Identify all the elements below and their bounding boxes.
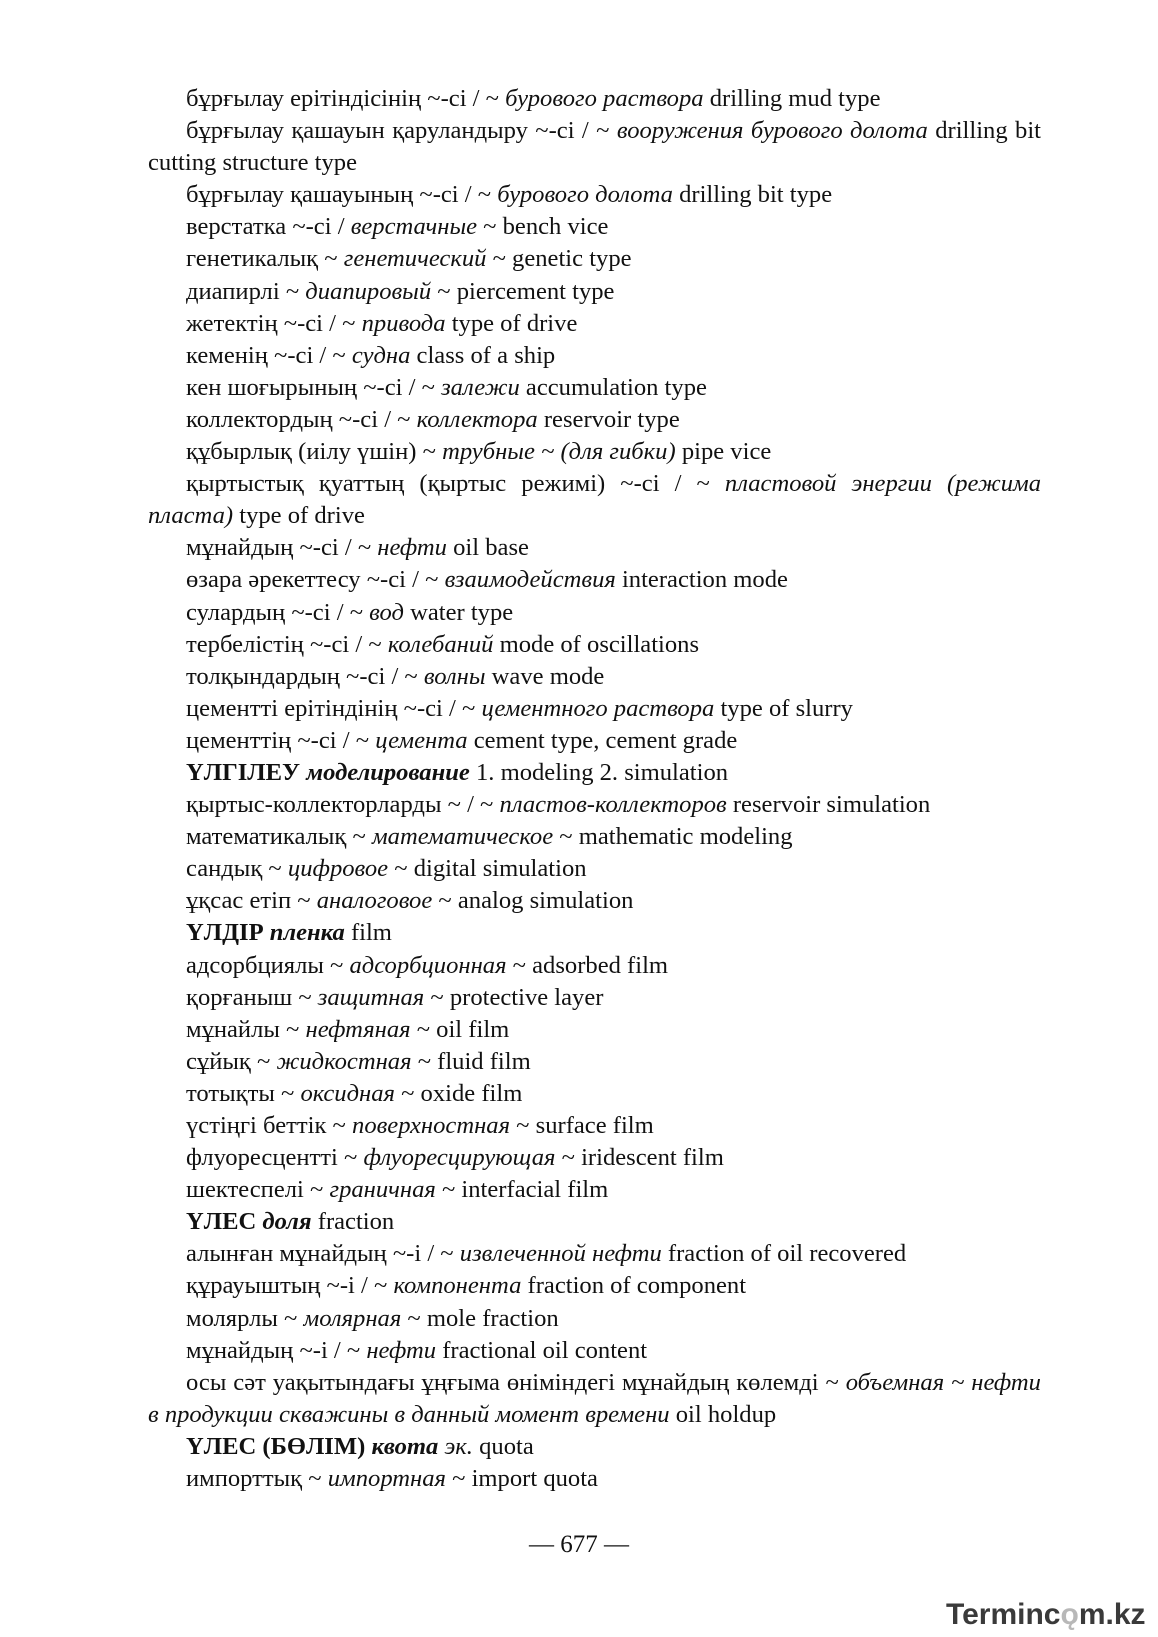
entry-text: ~ mathematic modeling	[553, 823, 793, 851]
russian-term: цемента	[375, 726, 468, 754]
entry-text: молярлы ~	[186, 1304, 304, 1332]
dictionary-entries	[148, 83, 1041, 1495]
entry-text: мұнайдың ~-і / ~	[186, 1336, 367, 1364]
entry-text: ~ import quota	[445, 1465, 598, 1493]
entry-text: fraction of component	[521, 1272, 747, 1300]
headword: моделирование	[306, 758, 470, 786]
russian-term: бурового раствора	[505, 85, 704, 112]
russian-term: пластов-коллекторов	[499, 791, 727, 819]
entry-text: type of slurry	[714, 694, 853, 722]
russian-term: колебаний	[387, 630, 494, 658]
entry-text: мұнайлы ~	[186, 1015, 306, 1043]
entry-text: жетектің ~-сі / ~	[186, 309, 362, 337]
subentry	[148, 115, 1041, 179]
entry-text: pipe vice	[675, 438, 772, 466]
entry-text: accumulation type	[519, 373, 707, 401]
entry-text: ~ protective layer	[424, 983, 604, 1011]
subentry	[148, 308, 1041, 340]
headword-entry	[148, 1206, 1041, 1238]
russian-term: поверхностная	[352, 1112, 511, 1139]
subentry	[148, 950, 1041, 982]
subentry	[148, 1238, 1041, 1270]
entry-text: кен шоғырының ~-сі / ~	[186, 373, 442, 401]
subentry	[148, 693, 1041, 725]
entry-text: ұқсас етіп ~	[186, 887, 317, 915]
entry-text: fraction	[311, 1208, 395, 1236]
entry-text: бұрғылау ерітіндісінің ~-сі / ~	[186, 85, 506, 112]
entry-text: ~ interfacial film	[435, 1176, 609, 1204]
entry-text: cement type, cement grade	[467, 726, 738, 754]
entry-text: ~ piercement type	[431, 277, 615, 305]
entry-text: қыртыстық қуаттың (қыртыс режимі) ~-сі / ~	[186, 470, 725, 498]
entry-text: drilling mud type	[703, 85, 881, 112]
logo-letter-t: T	[946, 1598, 963, 1631]
entry-text: верстатка ~-сі /	[186, 213, 351, 241]
logo-magnifier-o: ǫ	[1060, 1598, 1079, 1631]
subentry	[148, 885, 1041, 917]
entry-text: ~ fluid film	[411, 1047, 531, 1075]
entry-text: oil base	[446, 534, 529, 562]
subentry	[148, 1110, 1041, 1142]
russian-term: эк.	[444, 1432, 473, 1460]
entry-text: флуоресцентті ~	[186, 1144, 364, 1172]
russian-term: адсорбционная	[349, 951, 507, 979]
subentry	[148, 179, 1041, 211]
subentry	[148, 821, 1041, 853]
russian-term: оксидная	[300, 1079, 395, 1107]
russian-term: нефти	[377, 534, 447, 562]
entry-text: ~ mole fraction	[401, 1304, 559, 1332]
entry-text: толқындардың ~-сі / ~	[186, 662, 424, 690]
subentry	[148, 276, 1041, 308]
entry-text: импорттық ~	[186, 1465, 328, 1493]
entry-text: тербелістің ~-сі / ~	[186, 630, 388, 658]
headword: ҮЛЕС (БӨЛІМ)	[186, 1432, 366, 1460]
entry-text: fractional oil content	[436, 1336, 648, 1364]
entry-text: quota	[472, 1432, 534, 1460]
entry-text: мұнайдың ~-сі / ~	[186, 534, 378, 562]
russian-term: трубные ~ (для гибки)	[442, 438, 676, 466]
entry-text: water type	[403, 598, 514, 626]
entry-text: ~ digital simulation	[388, 855, 587, 883]
entry-text: film	[344, 919, 392, 947]
russian-term: аналоговое	[316, 887, 433, 915]
russian-term: нефти	[366, 1336, 437, 1364]
headword-entry	[148, 757, 1041, 789]
russian-term: верстачные	[350, 213, 478, 241]
subentry	[148, 1367, 1041, 1431]
entry-text: коллектордың ~-сі / ~	[186, 405, 417, 433]
entry-text: ~ surface film	[510, 1112, 654, 1139]
subentry	[148, 1014, 1041, 1046]
russian-term: цементного раствора	[481, 694, 715, 722]
subentry	[148, 404, 1041, 436]
subentry	[148, 83, 1041, 115]
entry-text: цементті ерітіндінің ~-сі / ~	[186, 694, 482, 722]
page-number: ― 677 ―	[529, 1531, 629, 1558]
entry-text: drilling bit type	[672, 181, 833, 209]
entry-text: осы сәт уақытындағы ұңғыма өніміндегі мұнайдың көлемді ~	[186, 1368, 846, 1396]
entry-text: қыртыс-коллекторларды ~ / ~	[186, 791, 500, 819]
entry-text: ~ analog simulation	[432, 887, 634, 915]
russian-term: компонента	[393, 1272, 522, 1300]
russian-term: генетический	[343, 245, 487, 273]
headword: ҮЛЕС	[186, 1208, 257, 1236]
subentry	[148, 243, 1041, 275]
russian-term: граничная	[329, 1176, 436, 1204]
headword-entry	[148, 917, 1041, 949]
termincom-logo	[946, 1598, 1146, 1632]
entry-text: type of drive	[445, 309, 578, 337]
entry-text: ~ bench vice	[477, 213, 609, 241]
subentry	[148, 1303, 1041, 1335]
russian-term: диапировый	[305, 277, 432, 305]
subentry	[148, 982, 1041, 1014]
russian-term: цифровое	[287, 855, 389, 883]
entry-text: mode of oscillations	[493, 630, 700, 658]
russian-term: защитная	[317, 983, 425, 1011]
entry-text: class of a ship	[410, 341, 556, 369]
headword: ҮЛГІЛЕУ	[186, 758, 301, 786]
russian-term: объемная ~ нефти в продукции скважины в данный момент времени	[148, 1368, 1041, 1428]
subentry	[148, 1270, 1041, 1302]
russian-term: нефтяная	[305, 1015, 411, 1043]
entry-text: адсорбциялы ~	[186, 951, 350, 979]
entry-text: сандық ~	[186, 855, 288, 883]
entry-text: кеменің ~-сі / ~	[186, 341, 352, 369]
subentry	[148, 436, 1041, 468]
entry-text: 1. modeling 2. simulation	[469, 758, 729, 786]
headword: пленка	[269, 919, 345, 947]
headword: ҮЛДІР	[186, 919, 264, 947]
entry-text: сулардың ~-сі / ~	[186, 598, 370, 626]
subentry	[148, 597, 1041, 629]
subentry	[148, 1046, 1041, 1078]
entry-text: interaction mode	[615, 566, 788, 594]
logo-text-erminc: erminc	[962, 1598, 1061, 1631]
entry-text: математикалық ~	[186, 823, 372, 851]
subentry	[148, 532, 1041, 564]
russian-term: математическое	[371, 823, 554, 851]
entry-text: ~ genetic type	[486, 245, 632, 273]
entry-text: reservoir simulation	[726, 791, 931, 819]
entry-text: үстіңгі беттік ~	[186, 1112, 353, 1139]
russian-term: флуоресцирующая	[363, 1144, 556, 1172]
entry-text: ~ adsorbed film	[506, 951, 669, 979]
subentry	[148, 1335, 1041, 1367]
headword-entry	[148, 1431, 1041, 1463]
entry-text: wave mode	[485, 662, 605, 690]
headword: квота	[371, 1432, 439, 1460]
entry-text: өзара әрекеттесу ~-сі / ~	[186, 566, 445, 594]
subentry	[148, 1078, 1041, 1110]
subentry	[148, 564, 1041, 596]
russian-term: извлеченной нефти	[459, 1240, 662, 1268]
russian-term: взаимодействия	[444, 566, 616, 594]
russian-term: вод	[369, 598, 404, 626]
subentry	[148, 789, 1041, 821]
entry-text: бұрғылау қашауының ~-сі / ~	[186, 181, 498, 209]
subentry	[148, 372, 1041, 404]
entry-text: қорғаныш ~	[186, 983, 318, 1011]
entry-text: алынған мұнайдың ~-і / ~	[186, 1240, 460, 1268]
entry-text: ~ oxide film	[394, 1079, 523, 1107]
russian-term: привода	[361, 309, 446, 337]
entry-text: диапирлі ~	[186, 277, 306, 305]
subentry	[148, 468, 1041, 532]
russian-term: импортная	[327, 1465, 446, 1493]
subentry	[148, 629, 1041, 661]
entry-text: тотықты ~	[186, 1079, 301, 1107]
subentry	[148, 1174, 1041, 1206]
entry-text: ~ iridescent film	[555, 1144, 724, 1172]
subentry	[148, 340, 1041, 372]
entry-text: құрауыштың ~-і / ~	[186, 1272, 394, 1300]
entry-text: fraction of oil recovered	[661, 1240, 907, 1268]
subentry	[148, 661, 1041, 693]
russian-term: судна	[351, 341, 411, 369]
subentry	[148, 725, 1041, 757]
entry-text: құбырлық (иілу үшін) ~	[186, 438, 443, 466]
russian-term: молярная	[303, 1304, 402, 1332]
subentry	[148, 211, 1041, 243]
russian-term: волны	[423, 662, 486, 690]
entry-text: бұрғылау қашауын қаруландыру ~-сі / ~	[186, 117, 617, 145]
entry-text: сұйық ~	[186, 1047, 277, 1075]
entry-text: drilling bit cutting structure type	[148, 117, 1042, 177]
russian-term: залежи	[441, 373, 520, 401]
entry-text: шектеспелі ~	[186, 1176, 330, 1204]
subentry	[148, 853, 1041, 885]
russian-term: бурового долота	[497, 181, 673, 209]
entry-text: oil holdup	[669, 1400, 777, 1428]
logo-text-mkz: m.kz	[1078, 1598, 1146, 1631]
entry-text: reservoir type	[537, 405, 680, 433]
subentry	[148, 1142, 1041, 1174]
entry-text: генетикалық ~	[186, 245, 344, 273]
entry-text: type of drive	[233, 502, 365, 530]
entry-text: ~ oil film	[410, 1015, 510, 1043]
russian-term: жидкостная	[276, 1047, 412, 1075]
subentry	[148, 1463, 1041, 1495]
entry-text: цементтің ~-сі / ~	[186, 726, 376, 754]
russian-term: вооружения бурового долота	[616, 117, 928, 145]
headword: доля	[262, 1208, 312, 1236]
russian-term: коллектора	[416, 405, 538, 433]
russian-term: пластовой энергии (режима пласта)	[148, 470, 1041, 530]
